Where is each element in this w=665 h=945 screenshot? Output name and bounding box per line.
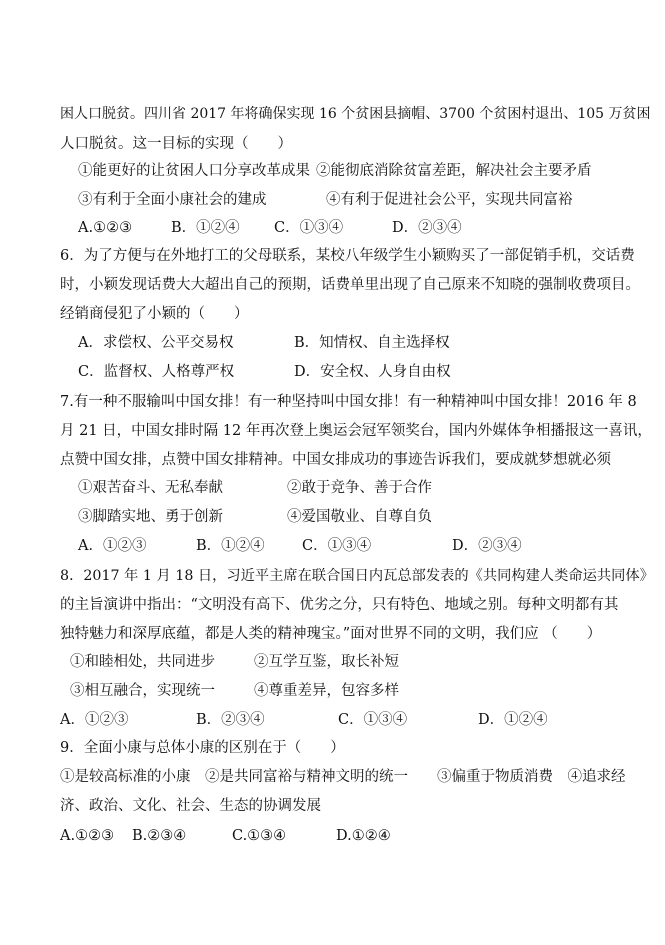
q6-option-d[interactable]: D．安全权、人身自由权: [294, 364, 451, 380]
q5-statement-2: ②能彻底消除贫富差距，解决社会主要矛盾: [316, 163, 592, 179]
q7-statement-1: ①艰苦奋斗、无私奉献: [78, 480, 223, 496]
q9-option-a[interactable]: A.①②③: [60, 828, 115, 844]
q5-stem-line-1: 困人口脱贫。四川省 2017 年将确保实现 16 个贫困县摘帽、3700 个贫困村退出、105 万贫困: [60, 106, 651, 122]
q6-option-c[interactable]: C．监督权、人格尊严权: [78, 364, 235, 380]
q6-stem-line-1: 6．为了方便与在外地打工的父母联系，某校八年级学生小颖购买了一部促销手机，交话费: [60, 248, 635, 264]
q7-option-c[interactable]: C．①③④: [302, 538, 372, 554]
q7-option-a[interactable]: A．①②③: [78, 538, 147, 554]
q7-stem-line-3: 点赞中国女排，点赞中国女排精神。中国女排成功的事迹告诉我们，要成就梦想就必须: [60, 452, 611, 468]
q9-option-c[interactable]: C.①③④: [232, 828, 287, 844]
q5-stem-line-2: 人口脱贫。这一目标的实现（ ）: [60, 136, 292, 152]
q5-option-d[interactable]: D．②③④: [392, 220, 462, 236]
q9-stem-line-3: 济、政治、文化、社会、生态的协调发展: [60, 798, 321, 814]
q9-option-d[interactable]: D.①②④: [336, 828, 391, 844]
q7-option-b[interactable]: B．①②④: [196, 538, 265, 554]
q7-statement-3: ③脚踏实地、勇于创新: [78, 509, 223, 525]
q7-stem-line-1: 7.有一种不服输叫中国女排！有一种坚持叫中国女排！有一种精神叫中国女排！2016 年 8: [60, 394, 637, 410]
q8-stem-line-1: 8．2017 年 1 月 18 日，习近平主席在联合国日内瓦总部发表的《共同构建人类命运共同体》: [60, 568, 654, 584]
q7-stem-line-2: 月 21 日，中国女排时隔 12 年再次登上奥运会冠军领奖台，国内外媒体争相播报这一喜讯，: [60, 423, 652, 439]
q9-stem-line-1: 9．全面小康与总体小康的区别在于（ ）: [60, 740, 345, 756]
q5-statement-1: ①能更好的让贫困人口分享改革成果: [78, 163, 310, 179]
q5-option-b[interactable]: B．①②④: [171, 220, 240, 236]
q9-stem-line-2: ①是较高标准的小康 ②是共同富裕与精神文明的统一 ③偏重于物质消费 ④追求经: [60, 769, 626, 785]
q6-stem-line-2: 时，小颖发现话费大大超出自己的预期，话费单里出现了自己原来不知晓的强制收费项目。: [60, 277, 640, 293]
q7-statement-4: ④爱国敬业、自尊自负: [287, 509, 432, 525]
q8-stem-line-2: 的主旨演讲中指出：“文明没有高下、优劣之分，只有特色、地域之别。每种文明都有其: [60, 597, 619, 613]
q8-stem-line-3: 独特魅力和深厚底蕴，都是人类的精神瑰宝。”面对世界不同的文明，我们应 （ ）: [60, 626, 602, 642]
q6-stem-line-3: 经销商侵犯了小颖的（ ）: [60, 306, 249, 322]
q9-option-b[interactable]: B.②③④: [132, 828, 187, 844]
q8-option-a[interactable]: A．①②③: [60, 712, 129, 728]
q5-option-c[interactable]: C．①③④: [274, 220, 344, 236]
q8-option-d[interactable]: D．①②④: [478, 712, 548, 728]
q6-option-b[interactable]: B．知情权、自主选择权: [294, 335, 450, 351]
q8-statement-1: ①和睦相处，共同进步: [70, 654, 215, 670]
q8-option-b[interactable]: B．②③④: [196, 712, 265, 728]
q5-statement-4: ④有利于促进社会公平，实现共同富裕: [326, 192, 573, 208]
q6-option-a[interactable]: A．求偿权、公平交易权: [78, 335, 234, 351]
q5-option-a[interactable]: A.①②③: [78, 220, 133, 236]
q8-option-c[interactable]: C．①③④: [338, 712, 408, 728]
q8-statement-2: ②互学互鉴，取长补短: [254, 654, 399, 670]
q7-option-d[interactable]: D．②③④: [452, 538, 522, 554]
q7-statement-2: ②敢于竞争、善于合作: [287, 480, 432, 496]
q5-statement-3: ③有利于全面小康社会的建成: [78, 192, 267, 208]
q8-statement-3: ③相互融合，实现统一: [70, 683, 215, 699]
q8-statement-4: ④尊重差异，包容多样: [254, 683, 399, 699]
